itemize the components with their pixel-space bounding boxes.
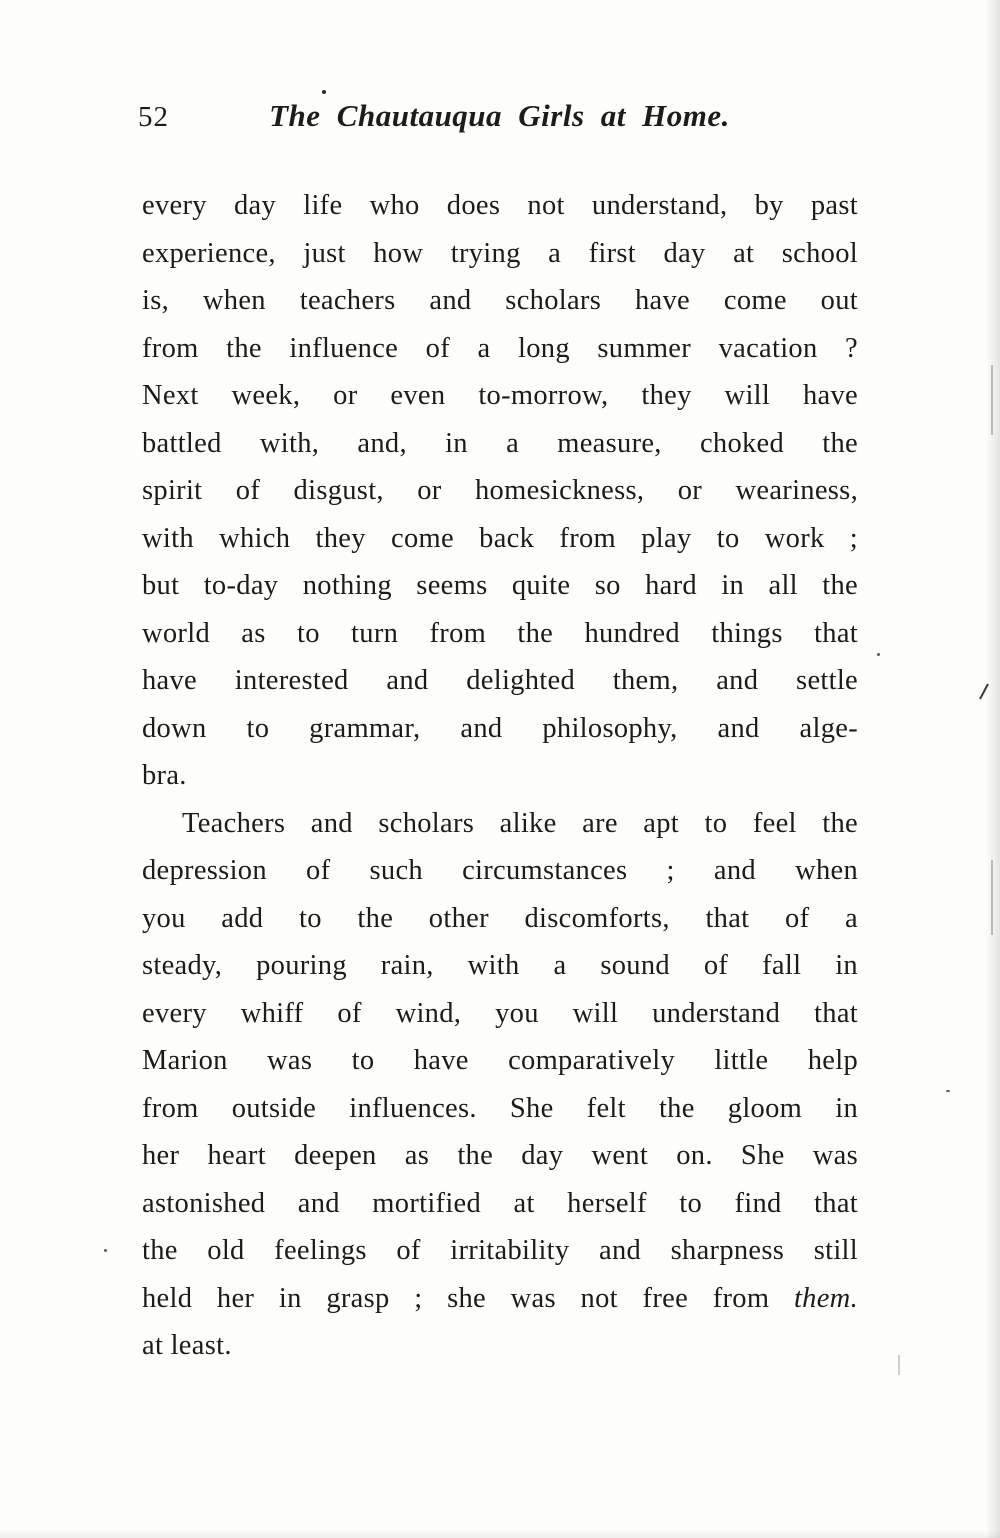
text-segment: down to grammar, and philosophy, and alge- <box>142 712 858 744</box>
text-segment: you add to the other discomforts, that of a <box>142 902 858 934</box>
text-line <box>142 1275 858 1323</box>
text-segment: depression of such circumstances ; and when <box>142 855 858 886</box>
body-text <box>142 182 858 1370</box>
text-line <box>142 182 858 230</box>
text-line <box>142 325 858 373</box>
text-segment: world as to turn from the hundred things that <box>142 617 858 649</box>
text-line <box>142 515 858 563</box>
scan-artifact-line <box>898 1355 900 1375</box>
text-line <box>142 467 858 515</box>
text-segment: with which they come back from play to work ; <box>142 522 858 554</box>
text-line <box>142 657 858 705</box>
text-line <box>142 1322 858 1370</box>
text-segment: her heart deepen as the day went on. She was <box>142 1140 858 1171</box>
text-line <box>142 800 858 848</box>
scan-edge-shadow-right <box>986 0 1000 1538</box>
paragraph <box>142 182 858 800</box>
scan-artifact-dot <box>946 1090 950 1092</box>
scan-artifact-dot <box>877 653 880 656</box>
text-line <box>142 1227 858 1275</box>
text-segment: from outside influences. She felt the gloom in <box>142 1092 858 1124</box>
text-segment: experience, just how trying a first day at school <box>142 237 858 269</box>
text-line <box>142 562 858 610</box>
text-line <box>142 1085 858 1133</box>
text-segment: bra. <box>142 760 187 791</box>
text-line <box>142 372 858 420</box>
text-segment: at least. <box>142 1330 232 1361</box>
text-line <box>142 752 858 800</box>
page-header <box>138 98 860 134</box>
text-segment: Teachers and scholars alike are apt to feel the <box>182 807 858 839</box>
text-segment: held her in grasp ; she was not free from <box>142 1282 794 1314</box>
page-number: 52 <box>138 101 169 133</box>
text-line <box>142 1180 858 1228</box>
text-segment: Marion was to have comparatively little help <box>142 1045 858 1076</box>
text-segment: astonished and mortified at herself to find that <box>142 1187 858 1219</box>
text-segment: every whiff of wind, you will understand that <box>142 997 858 1029</box>
text-line <box>142 847 858 895</box>
text-segment: but to-day nothing seems quite so hard in all the <box>142 570 858 601</box>
running-title: The Chautauqua Girls at Home. <box>269 98 730 133</box>
text-segment: the old feelings of irritability and sharpness still <box>142 1235 858 1266</box>
text-line <box>142 277 858 325</box>
text-segment: is, when teachers and scholars have come out <box>142 285 858 316</box>
text-line <box>142 895 858 943</box>
paragraph <box>142 800 858 1370</box>
scan-edge-shadow-bottom <box>0 1530 1000 1538</box>
scan-artifact-dot <box>104 1249 107 1252</box>
text-segment: every day life who does not understand, by past <box>142 190 858 221</box>
text-line <box>142 1132 858 1180</box>
scan-artifact-line <box>991 365 993 435</box>
text-segment: Next week, or even to-morrow, they will have <box>142 380 858 411</box>
scan-artifact-line <box>991 860 993 935</box>
text-line <box>142 1037 858 1085</box>
text-segment: have interested and delighted them, and settle <box>142 665 858 696</box>
text-segment: from the influence of a long summer vacation ? <box>142 332 858 364</box>
text-segment: steady, pouring rain, with a sound of fall in <box>142 950 858 981</box>
text-line <box>142 420 858 468</box>
text-line <box>142 230 858 278</box>
text-line <box>142 610 858 658</box>
text-line <box>142 990 858 1038</box>
text-segment: battled with, and, in a measure, choked the <box>142 427 858 459</box>
text-segment: spirit of disgust, or homesickness, or weariness, <box>142 475 858 506</box>
text-line <box>142 942 858 990</box>
italic-text-segment: them. <box>793 1282 858 1314</box>
text-line <box>142 705 858 753</box>
scan-artifact-dot <box>322 90 326 94</box>
